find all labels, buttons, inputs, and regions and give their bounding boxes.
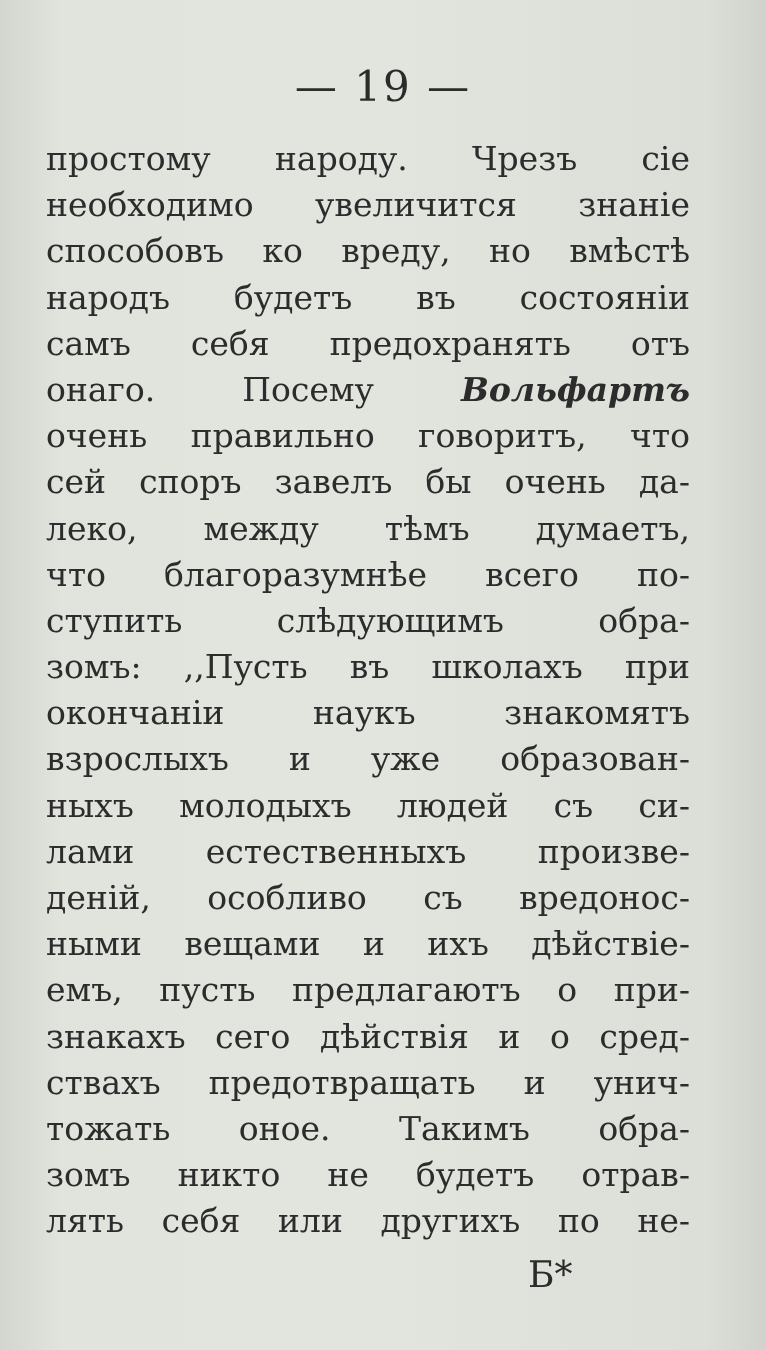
text-line: способовъ ко вреду, но вмѣстѣ: [46, 231, 690, 271]
text-line: сей споръ завелъ бы очень да-: [46, 462, 690, 502]
text-line: простому народу. Чрезъ сіе: [46, 139, 690, 178]
text-line-lead: онаго. Посему: [46, 369, 374, 409]
text-line: окончаніи наукъ знакомятъ: [46, 693, 690, 733]
text-line: знакахъ сего дѣйствія и о сред-: [46, 1016, 690, 1056]
text-line: зомъ: ,,Пусть въ школахъ при: [46, 647, 690, 687]
text-line: зомъ никто не будетъ отрав-: [46, 1155, 690, 1195]
text-line: ныхъ молодыхъ людей съ си-: [46, 785, 690, 825]
text-line: взрослыхъ и уже образован-: [46, 739, 690, 779]
signature-mark: Б*: [528, 1255, 573, 1296]
text-line-with-name: [46, 367, 690, 413]
text-line: леко, между тѣмъ думаетъ,: [46, 508, 690, 548]
body-text: [46, 136, 690, 1245]
text-line: емъ, пусть предлагаютъ о при-: [46, 970, 690, 1010]
text-line: ными вещами и ихъ дѣйствіе-: [46, 924, 690, 964]
text-line: очень правильно говоритъ, что: [46, 416, 690, 456]
page-number: — 19 —: [294, 62, 472, 111]
text-line: необходимо увеличится знаніе: [46, 185, 690, 225]
text-line: народъ будетъ въ состояніи: [46, 277, 690, 317]
text-line: самъ себя предохранять отъ: [46, 323, 690, 363]
text-line: деній, особливо съ вредонос-: [46, 878, 690, 917]
text-line: тожать оное. Такимъ обра-: [46, 1108, 690, 1148]
text-line: ствахъ предотвращать и унич-: [46, 1062, 690, 1102]
text-line: лять себя или другихъ по не-: [46, 1201, 690, 1241]
text-line: лами естественныхъ произве-: [46, 831, 690, 871]
emphasized-name: Вольфартъ: [461, 369, 690, 409]
text-line: что благоразумнѣе всего по-: [46, 554, 690, 594]
text-line: ступить слѣдующимъ обра-: [46, 600, 690, 640]
